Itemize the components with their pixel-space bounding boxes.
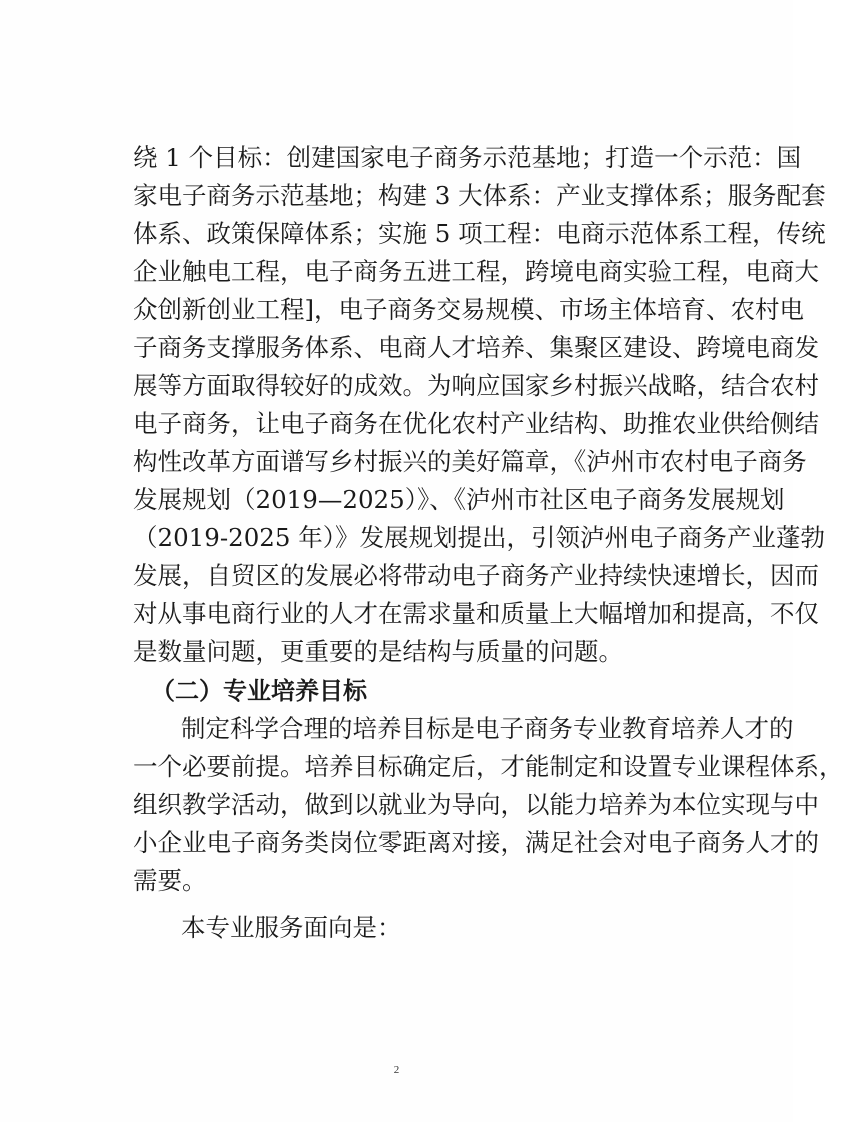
text-line: 绕 1 个目标：创建国家电子商务示范基地；打造一个示范：国 bbox=[133, 143, 802, 172]
text-line: 电子商务，让电子商务在优化农村产业结构、助推农业供给侧结 bbox=[133, 409, 819, 438]
text-line: 一个必要前提。培养目标确定后，才能制定和设置专业课程体系， bbox=[133, 752, 844, 781]
text-line: 组织教学活动，做到以就业为导向，以能力培养为本位实现与中 bbox=[133, 790, 819, 819]
text-line: 发展，自贸区的发展必将带动电子商务产业持续快速增长，因而 bbox=[133, 561, 819, 590]
text-line: 发展规划（2019—2025）》、《泸州市社区电子商务发展规划 bbox=[133, 485, 785, 514]
text-line: 家电子商务示范基地；构建 3 大体系：产业支撑体系；服务配套 bbox=[133, 181, 826, 210]
text-line: （2019-2025 年）》发展规划提出，引领泸州电子商务产业蓬勃 bbox=[133, 523, 826, 552]
text-line: 是数量问题，更重要的是结构与质量的问题。 bbox=[133, 637, 623, 666]
text-line: 本专业服务面向是： bbox=[181, 913, 402, 942]
text-line: 小企业电子商务类岗位零距离对接，满足社会对电子商务人才的 bbox=[133, 828, 819, 857]
page-number: 2 bbox=[393, 1064, 400, 1076]
text-line: 展等方面取得较好的成效。为响应国家乡村振兴战略，结合农村 bbox=[133, 371, 819, 400]
text-line: 子商务支撑服务体系、电商人才培养、集聚区建设、跨境电商发 bbox=[133, 333, 819, 362]
text-line: 众创新创业工程]，电子商务交易规模、市场主体培育、农村电 bbox=[133, 295, 805, 324]
section-heading: （二）专业培养目标 bbox=[151, 677, 367, 705]
text-line: 制定科学合理的培养目标是电子商务专业教育培养人才的 bbox=[181, 714, 794, 743]
text-line: 体系、政策保障体系；实施 5 项工程：电商示范体系工程，传统 bbox=[133, 219, 826, 248]
text-line: 构性改革方面谱写乡村振兴的美好篇章，《泸州市农村电子商务 bbox=[133, 447, 807, 476]
text-line: 需要。 bbox=[133, 866, 207, 895]
text-line: 对从事电商行业的人才在需求量和质量上大幅增加和提高，不仅 bbox=[133, 599, 819, 628]
text-line: 企业触电工程，电子商务五进工程，跨境电商实验工程，电商大 bbox=[133, 257, 819, 286]
